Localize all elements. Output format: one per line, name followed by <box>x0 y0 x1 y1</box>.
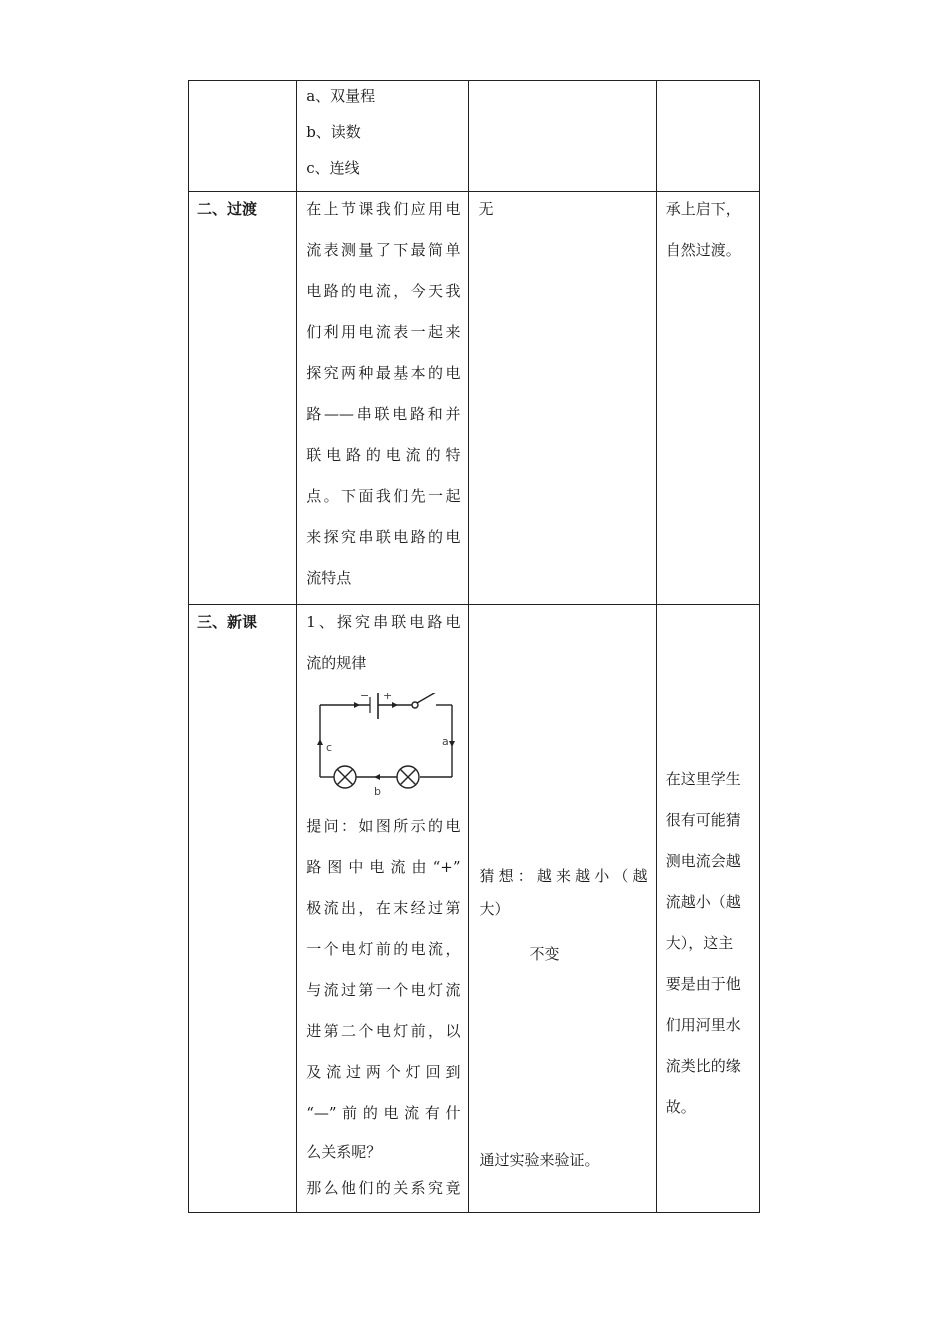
student-verify: 通过实验来验证。 <box>479 1151 600 1169</box>
minus-label: − <box>360 693 370 702</box>
note-line: 自然过渡。 <box>665 241 741 259</box>
content-line: 来探究串联电路的电 <box>306 528 461 546</box>
note-line: 承上启下， <box>665 200 741 218</box>
note-cell <box>656 192 759 605</box>
content-line: 1、探究串联电路电 <box>306 613 461 631</box>
content-cell <box>297 605 469 1213</box>
content-line: 联电路的电流的特 <box>306 446 461 464</box>
content-line: 及流过两个灯回到 <box>306 1063 461 1081</box>
content-line: 流表测量了下最简单 <box>306 241 461 259</box>
student-cell <box>469 81 656 192</box>
note-line: 测电流会越 <box>665 852 741 870</box>
point-a-label: a <box>442 735 449 748</box>
content-line: 探究两种最基本的电 <box>306 364 461 382</box>
arrow-icon <box>317 739 323 745</box>
stage-label: 二、过渡 <box>197 200 258 218</box>
series-circuit-diagram <box>308 693 458 805</box>
content-line: a、双量程 <box>306 87 376 105</box>
note-line: 要是由于他 <box>665 975 741 993</box>
table-row <box>189 605 760 1213</box>
arrow-icon <box>392 702 398 708</box>
content-line: 路图中电流由“+” <box>306 858 461 876</box>
note-line: 们用河里水 <box>665 1016 741 1034</box>
note-cell <box>656 81 759 192</box>
content-line: 提问：如图所示的电 <box>306 817 461 835</box>
content-line: c、连线 <box>306 159 360 177</box>
content-line: 们利用电流表一起来 <box>306 323 461 341</box>
content-cell <box>297 81 469 192</box>
note-line: 流越小（越 <box>665 893 741 911</box>
note-line: 大），这主 <box>665 934 734 952</box>
content-line: 一个电灯前的电流， <box>306 940 461 958</box>
student-guess: 大） <box>479 900 510 918</box>
note-line: 流类比的缘 <box>665 1057 741 1075</box>
content-line: “—”前的电流有什 <box>306 1104 461 1122</box>
stage-cell <box>189 192 297 605</box>
note-line: 在这里学生 <box>665 770 741 788</box>
content-line: 流特点 <box>306 569 352 587</box>
stage-cell <box>189 605 297 1213</box>
content-line: 与流过第一个电灯流 <box>306 981 461 999</box>
content-line: 那么他们的关系究竟 <box>306 1179 461 1197</box>
stage-cell <box>189 81 297 192</box>
content-line: b、读数 <box>306 123 361 141</box>
plus-label: + <box>383 693 393 702</box>
note-line: 很有可能猜 <box>665 811 741 829</box>
arrow-icon <box>354 702 360 708</box>
student-text: 无 <box>478 200 494 218</box>
content-line: 电路的电流，今天我 <box>306 282 461 300</box>
content-line: 么关系呢？ <box>306 1143 382 1161</box>
stage-label: 三、新课 <box>197 613 258 631</box>
note-line: 故。 <box>665 1098 696 1116</box>
lesson-plan-table <box>188 80 760 1213</box>
student-cell <box>469 192 656 605</box>
content-line: 在上节课我们应用电 <box>306 200 461 218</box>
table-row <box>189 81 760 192</box>
point-c-label: c <box>326 741 333 754</box>
content-line: 极流出，在末经过第 <box>306 899 461 917</box>
switch-lever <box>417 693 436 703</box>
arrow-icon <box>449 741 455 747</box>
student-cell <box>469 605 656 1213</box>
content-line: 路——串联电路和并 <box>306 405 461 423</box>
point-b-label: b <box>374 785 382 798</box>
table-row <box>189 192 760 605</box>
arrow-icon <box>374 774 380 780</box>
student-guess: 猜想：越来越小（越 <box>479 867 648 885</box>
note-cell <box>656 605 759 1213</box>
content-line: 进第二个电灯前，以 <box>306 1022 461 1040</box>
content-line: 流的规律 <box>306 654 367 672</box>
content-line: 点。下面我们先一起 <box>306 487 461 505</box>
content-cell <box>297 192 469 605</box>
student-answer: 不变 <box>529 945 560 963</box>
